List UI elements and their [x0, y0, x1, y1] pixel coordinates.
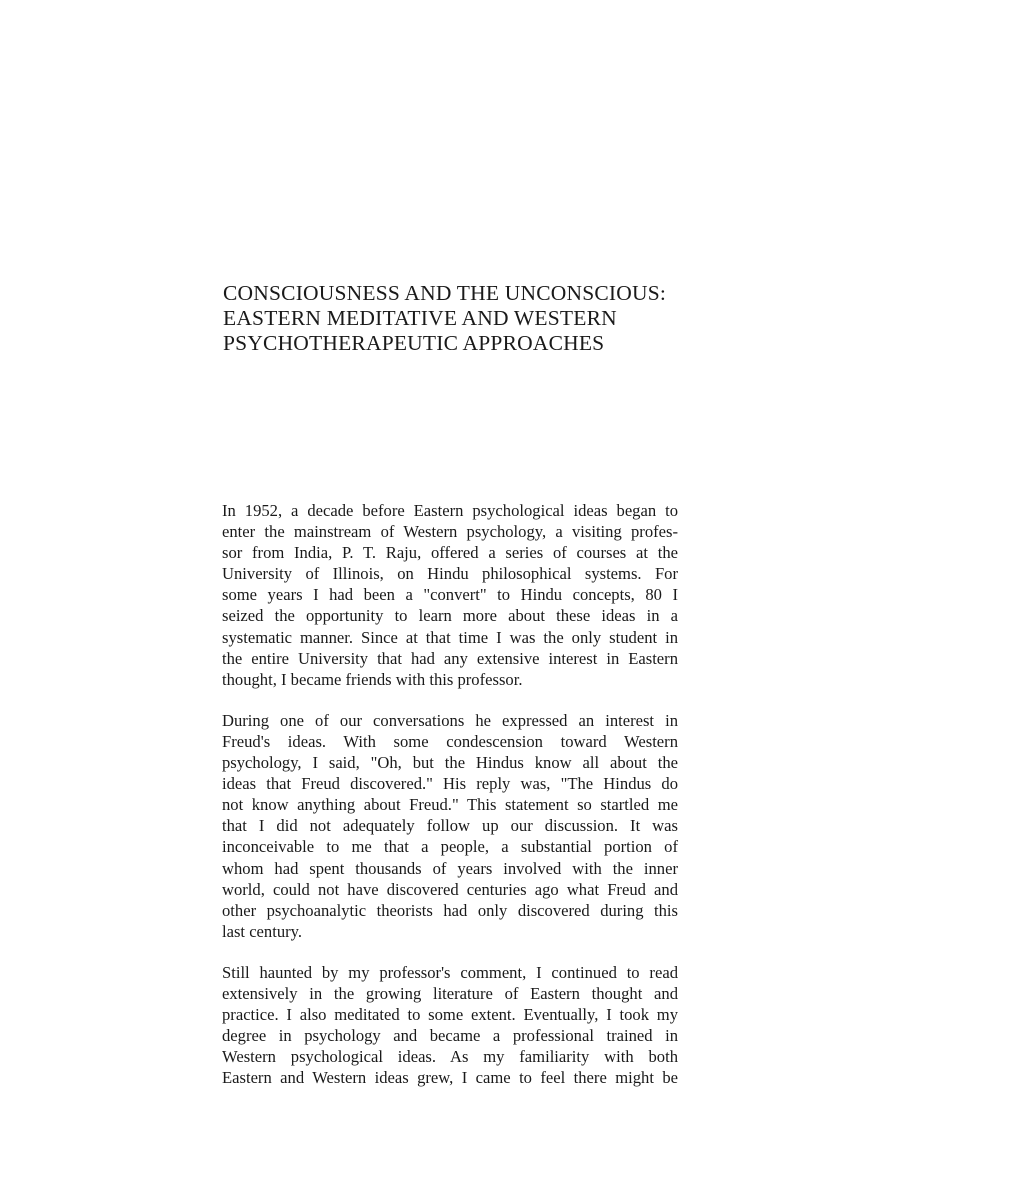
- text-line: world, could not have discovered centuries ago what Freud and: [222, 879, 678, 899]
- text-line: extensively in the growing literature of Eastern thought and: [222, 983, 678, 1003]
- body-paragraph: [222, 500, 678, 690]
- text-line: In 1952, a decade before Eastern psychological ideas began to: [222, 501, 678, 520]
- text-line: seized the opportunity to learn more about these ideas in a: [222, 606, 678, 626]
- text-line: degree in psychology and became a professional trained in: [222, 1026, 678, 1046]
- text-line: last century.: [222, 921, 303, 941]
- text-line: inconceivable to me that a people, a substantial portion of: [222, 837, 678, 857]
- text-line: some years I had been a "convert" to Hindu concepts, 80 I: [222, 585, 678, 605]
- text-line: Eastern and Western ideas grew, I came to feel there might be: [222, 1068, 678, 1088]
- text-line: practice. I also meditated to some extent. Eventually, I took my: [222, 1005, 678, 1025]
- text-line: other psychoanalytic theorists had only discovered during this: [222, 900, 678, 920]
- text-line: not know anything about Freud." This statement so startled me: [222, 795, 678, 815]
- text-line: Western psychological ideas. As my familiarity with both: [222, 1047, 678, 1067]
- text-line: Still haunted by my professor's comment, I continued to read: [222, 962, 678, 982]
- text-line: the entire University that had any extensive interest in Eastern: [222, 648, 678, 668]
- text-line: During one of our conversations he expressed an interest in: [222, 710, 678, 730]
- chapter-title: [223, 281, 693, 356]
- text-line: ideas that Freud discovered." His reply was, "The Hindus do: [222, 774, 678, 794]
- text-line: enter the mainstream of Western psychology, a visiting profes-: [222, 522, 678, 542]
- chapter-title-line: PSYCHOTHERAPEUTIC APPROACHES: [223, 331, 605, 355]
- text-line: that I did not adequately follow up our discussion. It was: [222, 816, 678, 836]
- text-line: University of Illinois, on Hindu philosophical systems. For: [222, 564, 678, 584]
- chapter-title-line: CONSCIOUSNESS AND THE UNCONSCIOUS:: [223, 281, 667, 305]
- body-paragraph: [222, 710, 678, 942]
- chapter-title-line: EASTERN MEDITATIVE AND WESTERN: [223, 306, 617, 330]
- text-line: Freud's ideas. With some condescension toward Western: [222, 731, 678, 751]
- body-paragraph: [222, 962, 678, 1089]
- text-line: systematic manner. Since at that time I was the only student in: [222, 627, 678, 647]
- text-line: psychology, I said, "Oh, but the Hindus know all about the: [222, 753, 678, 773]
- text-line: sor from India, P. T. Raju, offered a series of courses at the: [222, 543, 678, 563]
- body-text: [222, 500, 678, 1088]
- text-line: whom had spent thousands of years involved with the inner: [222, 858, 678, 878]
- text-line: thought, I became friends with this professor.: [222, 669, 523, 689]
